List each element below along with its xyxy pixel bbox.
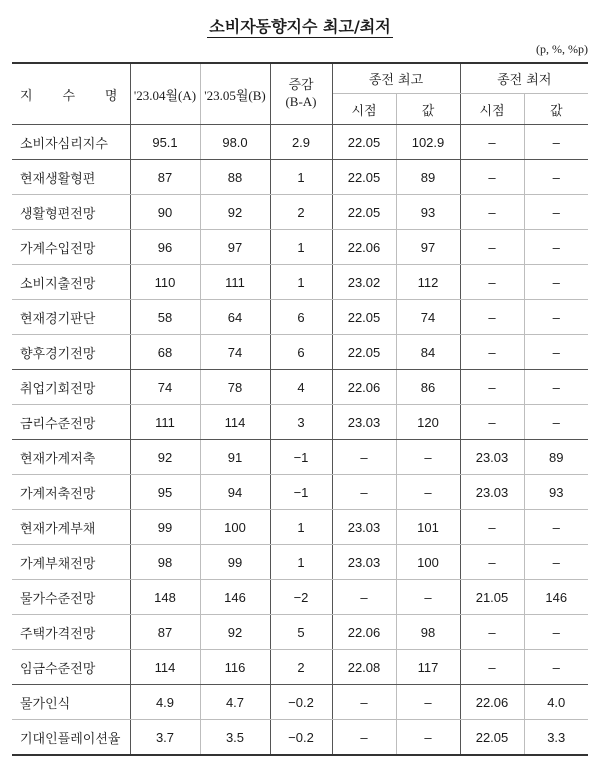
table-row: [12, 195, 588, 230]
high-time-cell: 22.05: [332, 125, 396, 160]
low-value-cell: 93: [524, 475, 588, 510]
table-row: [12, 370, 588, 405]
value-a-cell: 68: [130, 335, 200, 370]
index-name-cell: 가계저축전망: [12, 475, 130, 510]
low-value-cell: –: [524, 125, 588, 160]
low-time-cell: –: [460, 650, 524, 685]
table-row: [12, 405, 588, 440]
value-a-cell: 114: [130, 650, 200, 685]
high-value-cell: 120: [396, 405, 460, 440]
value-a-cell: 87: [130, 615, 200, 650]
low-time-cell: –: [460, 405, 524, 440]
low-value-cell: –: [524, 405, 588, 440]
low-time-cell: –: [460, 510, 524, 545]
high-time-cell: 22.05: [332, 160, 396, 195]
table-row: [12, 160, 588, 195]
high-time-cell: 22.05: [332, 300, 396, 335]
index-name-cell: 취업기회전망: [12, 370, 130, 405]
high-value-cell: –: [396, 440, 460, 475]
high-value-cell: 117: [396, 650, 460, 685]
value-b-cell: 97: [200, 230, 270, 265]
high-time-cell: 22.06: [332, 230, 396, 265]
high-time-cell: 22.06: [332, 370, 396, 405]
high-time-cell: 23.03: [332, 510, 396, 545]
header-index-name: 지 수 명: [12, 63, 130, 125]
value-a-cell: 98: [130, 545, 200, 580]
value-b-cell: 92: [200, 615, 270, 650]
low-value-cell: –: [524, 370, 588, 405]
index-name-cell: 소비지출전망: [12, 265, 130, 300]
value-a-cell: 3.7: [130, 720, 200, 756]
index-name-cell: 물가수준전망: [12, 580, 130, 615]
value-diff-cell: −2: [270, 580, 332, 615]
table-row: [12, 510, 588, 545]
value-b-cell: 3.5: [200, 720, 270, 756]
high-time-cell: 22.05: [332, 195, 396, 230]
low-time-cell: –: [460, 370, 524, 405]
value-b-cell: 92: [200, 195, 270, 230]
high-time-cell: –: [332, 440, 396, 475]
value-diff-cell: −1: [270, 475, 332, 510]
header-low-value: 값: [524, 94, 588, 125]
value-a-cell: 4.9: [130, 685, 200, 720]
low-value-cell: 4.0: [524, 685, 588, 720]
value-a-cell: 74: [130, 370, 200, 405]
high-value-cell: 74: [396, 300, 460, 335]
table-row: [12, 125, 588, 160]
index-name-cell: 임금수준전망: [12, 650, 130, 685]
low-time-cell: –: [460, 335, 524, 370]
unit-label: (p, %, %p): [536, 42, 588, 56]
low-value-cell: 89: [524, 440, 588, 475]
table-row: [12, 265, 588, 300]
high-value-cell: 101: [396, 510, 460, 545]
header-diff-line1: 증감: [288, 78, 314, 93]
header-diff-line2: (B-A): [285, 94, 317, 109]
low-value-cell: –: [524, 650, 588, 685]
table-row: [12, 545, 588, 580]
header-prev-high: 종전 최고: [332, 63, 460, 94]
value-b-cell: 146: [200, 580, 270, 615]
index-name-cell: 가계수입전망: [12, 230, 130, 265]
value-b-cell: 64: [200, 300, 270, 335]
value-diff-cell: 1: [270, 230, 332, 265]
low-time-cell: –: [460, 300, 524, 335]
value-diff-cell: 6: [270, 335, 332, 370]
index-name-cell: 현재가계저축: [12, 440, 130, 475]
value-b-cell: 88: [200, 160, 270, 195]
high-value-cell: 84: [396, 335, 460, 370]
index-name-cell: 주택가격전망: [12, 615, 130, 650]
low-time-cell: –: [460, 195, 524, 230]
high-value-cell: –: [396, 475, 460, 510]
low-value-cell: –: [524, 615, 588, 650]
value-a-cell: 92: [130, 440, 200, 475]
low-time-cell: 21.05: [460, 580, 524, 615]
value-b-cell: 4.7: [200, 685, 270, 720]
value-diff-cell: −0.2: [270, 720, 332, 756]
value-diff-cell: 2: [270, 195, 332, 230]
low-time-cell: 23.03: [460, 475, 524, 510]
index-name-cell: 생활형편전망: [12, 195, 130, 230]
value-diff-cell: 1: [270, 545, 332, 580]
high-time-cell: –: [332, 720, 396, 756]
header-diff: [270, 63, 332, 125]
value-diff-cell: 2.9: [270, 125, 332, 160]
low-time-cell: –: [460, 230, 524, 265]
low-value-cell: –: [524, 265, 588, 300]
table-row: [12, 650, 588, 685]
low-time-cell: 22.05: [460, 720, 524, 756]
high-time-cell: 23.02: [332, 265, 396, 300]
index-name-cell: 현재가계부채: [12, 510, 130, 545]
value-a-cell: 111: [130, 405, 200, 440]
index-name-cell: 기대인플레이션율: [12, 720, 130, 756]
low-time-cell: 22.06: [460, 685, 524, 720]
value-b-cell: 94: [200, 475, 270, 510]
header-low-time: 시점: [460, 94, 524, 125]
high-time-cell: –: [332, 580, 396, 615]
index-name-cell: 소비자심리지수: [12, 125, 130, 160]
low-value-cell: 3.3: [524, 720, 588, 756]
index-name-cell: 금리수준전망: [12, 405, 130, 440]
header-high-value: 값: [396, 94, 460, 125]
low-time-cell: –: [460, 615, 524, 650]
value-a-cell: 110: [130, 265, 200, 300]
value-b-cell: 111: [200, 265, 270, 300]
low-value-cell: –: [524, 300, 588, 335]
low-time-cell: –: [460, 545, 524, 580]
value-b-cell: 114: [200, 405, 270, 440]
header-col-a: '23.04월(A): [130, 63, 200, 125]
table-row: [12, 475, 588, 510]
high-value-cell: 112: [396, 265, 460, 300]
header-prev-low: 종전 최저: [460, 63, 588, 94]
index-name-cell: 현재경기판단: [12, 300, 130, 335]
table-row: [12, 300, 588, 335]
high-time-cell: 22.05: [332, 335, 396, 370]
value-diff-cell: 2: [270, 650, 332, 685]
low-time-cell: 23.03: [460, 440, 524, 475]
value-diff-cell: −0.2: [270, 685, 332, 720]
low-time-cell: –: [460, 265, 524, 300]
index-name-cell: 물가인식: [12, 685, 130, 720]
table-row: [12, 685, 588, 720]
high-time-cell: 23.03: [332, 545, 396, 580]
table-row: [12, 230, 588, 265]
value-a-cell: 95: [130, 475, 200, 510]
high-value-cell: 89: [396, 160, 460, 195]
high-value-cell: –: [396, 685, 460, 720]
value-a-cell: 90: [130, 195, 200, 230]
low-value-cell: –: [524, 160, 588, 195]
value-diff-cell: 6: [270, 300, 332, 335]
value-b-cell: 91: [200, 440, 270, 475]
high-value-cell: –: [396, 720, 460, 756]
index-name-cell: 향후경기전망: [12, 335, 130, 370]
value-diff-cell: 1: [270, 160, 332, 195]
low-value-cell: –: [524, 230, 588, 265]
value-diff-cell: 1: [270, 265, 332, 300]
value-a-cell: 96: [130, 230, 200, 265]
value-a-cell: 99: [130, 510, 200, 545]
high-time-cell: 23.03: [332, 405, 396, 440]
high-value-cell: 98: [396, 615, 460, 650]
low-value-cell: 146: [524, 580, 588, 615]
value-b-cell: 78: [200, 370, 270, 405]
value-b-cell: 99: [200, 545, 270, 580]
value-a-cell: 95.1: [130, 125, 200, 160]
low-value-cell: –: [524, 335, 588, 370]
table-row: [12, 615, 588, 650]
value-a-cell: 87: [130, 160, 200, 195]
table-row: [12, 335, 588, 370]
low-value-cell: –: [524, 545, 588, 580]
index-table: [12, 62, 588, 756]
high-value-cell: 97: [396, 230, 460, 265]
high-time-cell: –: [332, 475, 396, 510]
low-time-cell: –: [460, 125, 524, 160]
value-diff-cell: 4: [270, 370, 332, 405]
high-value-cell: –: [396, 580, 460, 615]
page-title: 소비자동향지수 최고/최저: [209, 17, 391, 36]
table-row: [12, 580, 588, 615]
header-high-time: 시점: [332, 94, 396, 125]
index-name-cell: 현재생활형편: [12, 160, 130, 195]
table-row: [12, 440, 588, 475]
table-row: [12, 720, 588, 756]
value-diff-cell: 1: [270, 510, 332, 545]
value-diff-cell: 3: [270, 405, 332, 440]
value-b-cell: 98.0: [200, 125, 270, 160]
header-col-b: '23.05월(B): [200, 63, 270, 125]
value-b-cell: 116: [200, 650, 270, 685]
high-value-cell: 102.9: [396, 125, 460, 160]
low-time-cell: –: [460, 160, 524, 195]
low-value-cell: –: [524, 195, 588, 230]
low-value-cell: –: [524, 510, 588, 545]
value-diff-cell: 5: [270, 615, 332, 650]
value-b-cell: 74: [200, 335, 270, 370]
high-value-cell: 100: [396, 545, 460, 580]
value-b-cell: 100: [200, 510, 270, 545]
value-a-cell: 148: [130, 580, 200, 615]
high-time-cell: –: [332, 685, 396, 720]
high-time-cell: 22.06: [332, 615, 396, 650]
index-name-cell: 가계부채전망: [12, 545, 130, 580]
value-a-cell: 58: [130, 300, 200, 335]
high-value-cell: 86: [396, 370, 460, 405]
high-time-cell: 22.08: [332, 650, 396, 685]
high-value-cell: 93: [396, 195, 460, 230]
value-diff-cell: −1: [270, 440, 332, 475]
